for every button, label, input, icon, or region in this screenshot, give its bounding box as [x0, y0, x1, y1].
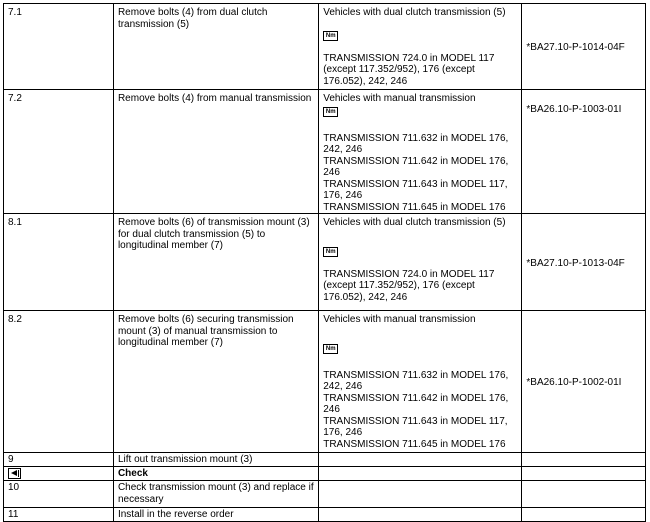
- step-action: Check transmission mount (3) and replace if necessary: [113, 481, 318, 508]
- check-heading: Check: [113, 467, 318, 481]
- spec-line: TRANSMISSION 711.643 in MODEL 117, 176, 246: [323, 415, 508, 438]
- step-condition: [319, 4, 522, 90]
- table-row: [4, 453, 646, 467]
- reference-link[interactable]: *BA26.10-P-1002-01I: [522, 311, 646, 453]
- step-number: 11: [4, 508, 114, 522]
- torque-nm-icon: Nm: [323, 31, 338, 41]
- reference-link[interactable]: *BA27.10-P-1014-04F: [522, 4, 646, 90]
- table-row: [4, 90, 646, 214]
- spec-line: TRANSMISSION 711.642 in MODEL 176, 246: [323, 155, 509, 178]
- spec-line: TRANSMISSION 711.645 in MODEL 176: [323, 438, 506, 450]
- table-row: [4, 467, 646, 481]
- step-action: Remove bolts (4) from manual transmission: [113, 90, 318, 214]
- step-number: 8.1: [4, 214, 114, 311]
- step-condition: [319, 311, 522, 453]
- table-row: [4, 508, 646, 522]
- step-action: Remove bolts (6) securing transmission mount (3) of manual transmission to longitudinal member (7): [113, 311, 318, 453]
- table-row: [4, 481, 646, 508]
- spec-line: TRANSMISSION 711.632 in MODEL 176, 242, 246: [323, 132, 509, 155]
- condition-text: Vehicles with dual clutch transmission (5): [323, 7, 506, 18]
- table-row: [4, 214, 646, 311]
- step-action: Remove bolts (4) from dual clutch transmission (5): [113, 4, 318, 90]
- spec-line: TRANSMISSION 711.632 in MODEL 176, 242, 246: [323, 369, 509, 392]
- torque-nm-icon: Nm: [323, 344, 338, 354]
- step-number: 7.1: [4, 4, 114, 90]
- reference-link[interactable]: *BA26.10-P-1003-01I: [522, 90, 646, 214]
- spec-line: TRANSMISSION 711.643 in MODEL 117, 176, 246: [323, 178, 508, 201]
- torque-nm-icon: Nm: [323, 247, 338, 257]
- reference-link[interactable]: *BA27.10-P-1013-04F: [522, 214, 646, 311]
- step-number: 10: [4, 481, 114, 508]
- step-number: 7.2: [4, 90, 114, 214]
- table-row: [4, 4, 646, 90]
- step-action: Install in the reverse order: [113, 508, 318, 522]
- step-condition: [319, 214, 522, 311]
- spec-line: TRANSMISSION 724.0 in MODEL 117 (except 117.352/952), 176 (except 176.052), 242, 246: [323, 268, 495, 303]
- step-action: Lift out transmission mount (3): [113, 453, 318, 467]
- condition-text: Vehicles with manual transmission: [323, 314, 476, 325]
- torque-nm-icon: Nm: [323, 107, 338, 117]
- procedure-table: [3, 3, 646, 522]
- step-number: 8.2: [4, 311, 114, 453]
- step-action: Remove bolts (6) of transmission mount (3) for dual clutch transmission (5) to longitudinal member (7): [113, 214, 318, 311]
- condition-text: Vehicles with manual transmission: [323, 93, 476, 104]
- condition-text: Vehicles with dual clutch transmission (5): [323, 217, 506, 228]
- check-icon: [8, 468, 21, 479]
- spec-line: TRANSMISSION 711.645 in MODEL 176: [323, 201, 506, 213]
- spec-line: TRANSMISSION 724.0 in MODEL 117 (except 117.352/952), 176 (except 176.052), 242, 246: [323, 52, 495, 87]
- step-number: 9: [4, 453, 114, 467]
- table-row: [4, 311, 646, 453]
- spec-line: TRANSMISSION 711.642 in MODEL 176, 246: [323, 392, 509, 415]
- step-condition: [319, 90, 522, 214]
